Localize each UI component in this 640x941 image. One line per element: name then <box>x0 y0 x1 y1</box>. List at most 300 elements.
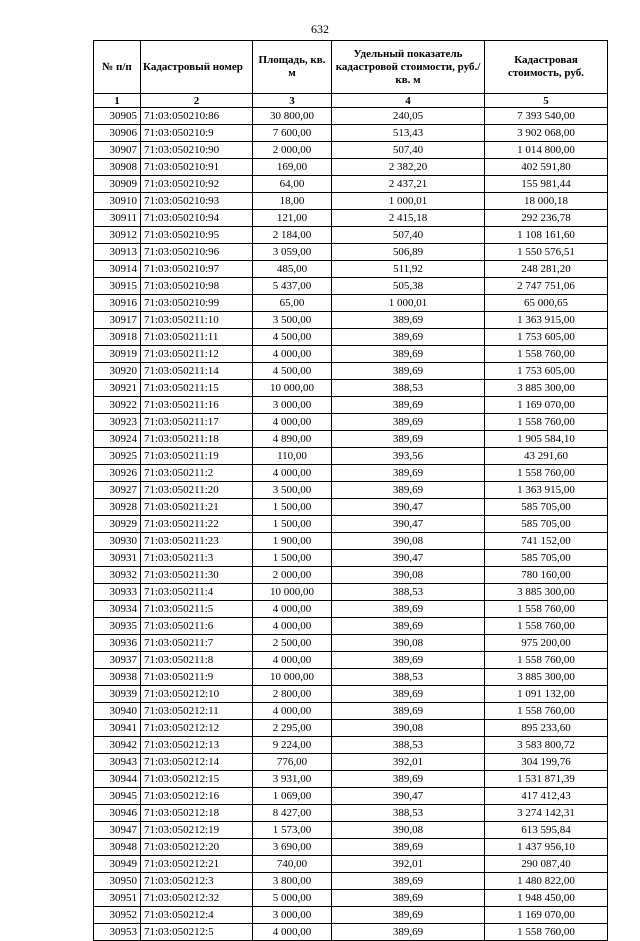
table-row <box>94 193 608 210</box>
row-number-cell: 30926 <box>94 465 141 482</box>
unit-value-cell: 389,69 <box>332 465 485 482</box>
cadastral-number-cell: 71:03:050212:10 <box>141 686 253 703</box>
cadastral-number-cell: 71:03:050210:96 <box>141 244 253 261</box>
table-row <box>94 584 608 601</box>
area-cell: 9 224,00 <box>253 737 332 754</box>
cadastral-number-cell: 71:03:050211:2 <box>141 465 253 482</box>
area-cell: 1 069,00 <box>253 788 332 805</box>
unit-value-cell: 390,08 <box>332 720 485 737</box>
row-number-cell: 30942 <box>94 737 141 754</box>
unit-value-cell: 389,69 <box>332 771 485 788</box>
row-number-cell: 30907 <box>94 142 141 159</box>
table-row <box>94 159 608 176</box>
cadastral-number-cell: 71:03:050211:3 <box>141 550 253 567</box>
row-number-cell: 30952 <box>94 907 141 924</box>
cadastral-number-cell: 71:03:050212:32 <box>141 890 253 907</box>
cadastral-number-cell: 71:03:050211:4 <box>141 584 253 601</box>
cadastral-cost-cell: 1 558 760,00 <box>485 465 608 482</box>
table-row <box>94 669 608 686</box>
area-cell: 2 500,00 <box>253 635 332 652</box>
row-number-cell: 30906 <box>94 125 141 142</box>
table-row <box>94 567 608 584</box>
cadastral-number-cell: 71:03:050211:6 <box>141 618 253 635</box>
unit-value-cell: 389,69 <box>332 890 485 907</box>
area-cell: 3 500,00 <box>253 482 332 499</box>
row-number-cell: 30944 <box>94 771 141 788</box>
table-row <box>94 312 608 329</box>
unit-value-cell: 2 382,20 <box>332 159 485 176</box>
cadastral-number-cell: 71:03:050211:19 <box>141 448 253 465</box>
table-row <box>94 414 608 431</box>
area-cell: 2 800,00 <box>253 686 332 703</box>
row-number-cell: 30913 <box>94 244 141 261</box>
cadastral-number-cell: 71:03:050211:23 <box>141 533 253 550</box>
area-cell: 1 900,00 <box>253 533 332 550</box>
area-cell: 3 690,00 <box>253 839 332 856</box>
cadastral-cost-cell: 613 595,84 <box>485 822 608 839</box>
cadastral-number-cell: 71:03:050211:17 <box>141 414 253 431</box>
header-area: Площадь, кв. м <box>253 41 332 94</box>
table-row <box>94 227 608 244</box>
area-cell: 2 000,00 <box>253 142 332 159</box>
area-cell: 5 000,00 <box>253 890 332 907</box>
cadastral-number-cell: 71:03:050211:5 <box>141 601 253 618</box>
table-row <box>94 176 608 193</box>
area-cell: 64,00 <box>253 176 332 193</box>
cadastral-number-cell: 71:03:050212:21 <box>141 856 253 873</box>
table-row <box>94 805 608 822</box>
cadastral-number-cell: 71:03:050211:8 <box>141 652 253 669</box>
unit-value-cell: 388,53 <box>332 669 485 686</box>
cadastral-number-cell: 71:03:050210:97 <box>141 261 253 278</box>
area-cell: 4 000,00 <box>253 346 332 363</box>
cadastral-cost-cell: 3 885 300,00 <box>485 584 608 601</box>
row-number-cell: 30950 <box>94 873 141 890</box>
unit-value-cell: 240,05 <box>332 108 485 125</box>
area-cell: 7 600,00 <box>253 125 332 142</box>
unit-value-cell: 1 000,01 <box>332 193 485 210</box>
table-row <box>94 601 608 618</box>
cadastral-number-cell: 71:03:050212:5 <box>141 924 253 941</box>
cadastral-cost-cell: 304 199,76 <box>485 754 608 771</box>
unit-value-cell: 389,69 <box>332 703 485 720</box>
unit-value-cell: 393,56 <box>332 448 485 465</box>
row-number-cell: 30937 <box>94 652 141 669</box>
cadastral-cost-cell: 1 169 070,00 <box>485 397 608 414</box>
cadastral-cost-cell: 1 558 760,00 <box>485 652 608 669</box>
cadastral-cost-cell: 1 558 760,00 <box>485 618 608 635</box>
unit-value-cell: 389,69 <box>332 414 485 431</box>
area-cell: 4 000,00 <box>253 703 332 720</box>
cadastral-number-cell: 71:03:050210:9 <box>141 125 253 142</box>
table-row <box>94 839 608 856</box>
row-number-cell: 30930 <box>94 533 141 550</box>
unit-value-cell: 505,38 <box>332 278 485 295</box>
table-row <box>94 873 608 890</box>
cadastral-cost-cell: 585 705,00 <box>485 499 608 516</box>
cadastral-cost-cell: 1 753 605,00 <box>485 329 608 346</box>
cadastral-cost-cell: 585 705,00 <box>485 516 608 533</box>
unit-value-cell: 392,01 <box>332 856 485 873</box>
unit-value-cell: 389,69 <box>332 363 485 380</box>
unit-value-cell: 390,47 <box>332 550 485 567</box>
area-cell: 3 059,00 <box>253 244 332 261</box>
cadastral-cost-cell: 1 558 760,00 <box>485 601 608 618</box>
unit-value-cell: 388,53 <box>332 380 485 397</box>
unit-value-cell: 389,69 <box>332 907 485 924</box>
cadastral-cost-cell: 780 160,00 <box>485 567 608 584</box>
row-number-cell: 30914 <box>94 261 141 278</box>
cadastral-cost-cell: 1 948 450,00 <box>485 890 608 907</box>
table-row <box>94 431 608 448</box>
table-row <box>94 516 608 533</box>
cadastral-number-cell: 71:03:050211:11 <box>141 329 253 346</box>
row-number-cell: 30911 <box>94 210 141 227</box>
row-number-cell: 30953 <box>94 924 141 941</box>
row-number-cell: 30915 <box>94 278 141 295</box>
cadastral-cost-cell: 1 558 760,00 <box>485 924 608 941</box>
cadastral-number-cell: 71:03:050211:20 <box>141 482 253 499</box>
table-row <box>94 125 608 142</box>
cadastral-number-cell: 71:03:050210:86 <box>141 108 253 125</box>
unit-value-cell: 389,69 <box>332 312 485 329</box>
row-number-cell: 30947 <box>94 822 141 839</box>
cadastral-cost-cell: 1 169 070,00 <box>485 907 608 924</box>
row-number-cell: 30931 <box>94 550 141 567</box>
area-cell: 4 000,00 <box>253 618 332 635</box>
cadastral-number-cell: 71:03:050210:93 <box>141 193 253 210</box>
table-row <box>94 703 608 720</box>
cadastral-cost-cell: 1 108 161,60 <box>485 227 608 244</box>
unit-value-cell: 507,40 <box>332 227 485 244</box>
area-cell: 3 500,00 <box>253 312 332 329</box>
cadastral-cost-cell: 3 583 800,72 <box>485 737 608 754</box>
cadastral-number-cell: 71:03:050212:20 <box>141 839 253 856</box>
cadastral-number-cell: 71:03:050212:3 <box>141 873 253 890</box>
cadastral-cost-cell: 975 200,00 <box>485 635 608 652</box>
column-number: 4 <box>332 94 485 108</box>
cadastral-number-cell: 71:03:050210:92 <box>141 176 253 193</box>
row-number-cell: 30941 <box>94 720 141 737</box>
table-row <box>94 533 608 550</box>
cadastral-number-cell: 71:03:050211:14 <box>141 363 253 380</box>
cadastral-number-cell: 71:03:050210:90 <box>141 142 253 159</box>
header-cadastral-cost: Кадастровая стоимость, руб. <box>485 41 608 94</box>
unit-value-cell: 389,69 <box>332 839 485 856</box>
unit-value-cell: 390,08 <box>332 822 485 839</box>
cadastral-number-cell: 71:03:050212:11 <box>141 703 253 720</box>
cadastral-cost-cell: 1 550 576,51 <box>485 244 608 261</box>
row-number-cell: 30933 <box>94 584 141 601</box>
cadastral-number-cell: 71:03:050210:91 <box>141 159 253 176</box>
area-cell: 121,00 <box>253 210 332 227</box>
cadastral-cost-cell: 248 281,20 <box>485 261 608 278</box>
unit-value-cell: 507,40 <box>332 142 485 159</box>
table-row <box>94 499 608 516</box>
cadastral-number-cell: 71:03:050211:10 <box>141 312 253 329</box>
area-cell: 4 000,00 <box>253 414 332 431</box>
row-number-cell: 30936 <box>94 635 141 652</box>
cadastral-number-cell: 71:03:050212:16 <box>141 788 253 805</box>
cadastral-number-cell: 71:03:050211:9 <box>141 669 253 686</box>
table-row <box>94 142 608 159</box>
table-row <box>94 465 608 482</box>
area-cell: 169,00 <box>253 159 332 176</box>
cadastral-number-cell: 71:03:050211:12 <box>141 346 253 363</box>
cadastral-number-cell: 71:03:050211:16 <box>141 397 253 414</box>
row-number-cell: 30940 <box>94 703 141 720</box>
row-number-cell: 30919 <box>94 346 141 363</box>
table-row <box>94 482 608 499</box>
cadastral-cost-cell: 18 000,18 <box>485 193 608 210</box>
cadastral-number-cell: 71:03:050212:4 <box>141 907 253 924</box>
row-number-cell: 30910 <box>94 193 141 210</box>
cadastral-cost-cell: 1 558 760,00 <box>485 703 608 720</box>
cadastral-cost-cell: 1 558 760,00 <box>485 346 608 363</box>
table-row <box>94 737 608 754</box>
header-row-number: № п/п <box>94 41 141 94</box>
cadastral-number-cell: 71:03:050212:18 <box>141 805 253 822</box>
area-cell: 2 295,00 <box>253 720 332 737</box>
cadastral-cost-cell: 7 393 540,00 <box>485 108 608 125</box>
area-cell: 110,00 <box>253 448 332 465</box>
table-row <box>94 295 608 312</box>
area-cell: 4 890,00 <box>253 431 332 448</box>
table-row <box>94 788 608 805</box>
row-number-cell: 30943 <box>94 754 141 771</box>
row-number-cell: 30945 <box>94 788 141 805</box>
cadastral-cost-cell: 3 274 142,31 <box>485 805 608 822</box>
row-number-cell: 30909 <box>94 176 141 193</box>
cadastral-cost-cell: 3 902 068,00 <box>485 125 608 142</box>
unit-value-cell: 389,69 <box>332 924 485 941</box>
cadastral-number-cell: 71:03:050212:12 <box>141 720 253 737</box>
area-cell: 4 000,00 <box>253 601 332 618</box>
row-number-cell: 30932 <box>94 567 141 584</box>
cadastral-number-cell: 71:03:050211:15 <box>141 380 253 397</box>
table-row <box>94 363 608 380</box>
area-cell: 4 000,00 <box>253 924 332 941</box>
row-number-cell: 30918 <box>94 329 141 346</box>
header-unit-value: Удельный показатель кадастровой стоимости, руб./кв. м <box>332 41 485 94</box>
cadastral-number-cell: 71:03:050210:95 <box>141 227 253 244</box>
cadastral-cost-cell: 1 014 800,00 <box>485 142 608 159</box>
unit-value-cell: 389,69 <box>332 873 485 890</box>
table-row <box>94 210 608 227</box>
row-number-cell: 30920 <box>94 363 141 380</box>
row-number-cell: 30905 <box>94 108 141 125</box>
cadastral-number-cell: 71:03:050211:7 <box>141 635 253 652</box>
table-row <box>94 261 608 278</box>
unit-value-cell: 513,43 <box>332 125 485 142</box>
table-row <box>94 448 608 465</box>
row-number-cell: 30925 <box>94 448 141 465</box>
cadastral-cost-cell: 417 412,43 <box>485 788 608 805</box>
area-cell: 3 000,00 <box>253 907 332 924</box>
area-cell: 10 000,00 <box>253 669 332 686</box>
unit-value-cell: 390,08 <box>332 567 485 584</box>
unit-value-cell: 2 437,21 <box>332 176 485 193</box>
row-number-cell: 30928 <box>94 499 141 516</box>
area-cell: 1 500,00 <box>253 516 332 533</box>
area-cell: 1 573,00 <box>253 822 332 839</box>
table-row <box>94 108 608 125</box>
cadastral-cost-cell: 1 363 915,00 <box>485 312 608 329</box>
area-cell: 30 800,00 <box>253 108 332 125</box>
unit-value-cell: 511,92 <box>332 261 485 278</box>
cadastral-cost-cell: 3 885 300,00 <box>485 380 608 397</box>
table-row <box>94 397 608 414</box>
unit-value-cell: 389,69 <box>332 397 485 414</box>
row-number-cell: 30924 <box>94 431 141 448</box>
unit-value-cell: 1 000,01 <box>332 295 485 312</box>
cadastral-number-cell: 71:03:050210:99 <box>141 295 253 312</box>
area-cell: 3 000,00 <box>253 397 332 414</box>
row-number-cell: 30934 <box>94 601 141 618</box>
table-row <box>94 924 608 941</box>
row-number-cell: 30939 <box>94 686 141 703</box>
column-number: 5 <box>485 94 608 108</box>
unit-value-cell: 389,69 <box>332 482 485 499</box>
area-cell: 10 000,00 <box>253 584 332 601</box>
cadastral-cost-cell: 895 233,60 <box>485 720 608 737</box>
unit-value-cell: 389,69 <box>332 346 485 363</box>
table-row <box>94 686 608 703</box>
cadastral-number-cell: 71:03:050211:30 <box>141 567 253 584</box>
unit-value-cell: 388,53 <box>332 805 485 822</box>
header-row <box>94 41 608 94</box>
page-number: 632 <box>311 22 329 36</box>
table-row <box>94 244 608 261</box>
area-cell: 4 000,00 <box>253 465 332 482</box>
table-row <box>94 550 608 567</box>
area-cell: 776,00 <box>253 754 332 771</box>
unit-value-cell: 390,08 <box>332 533 485 550</box>
table-row <box>94 890 608 907</box>
unit-value-cell: 392,01 <box>332 754 485 771</box>
row-number-cell: 30946 <box>94 805 141 822</box>
area-cell: 8 427,00 <box>253 805 332 822</box>
cadastral-cost-cell: 1 753 605,00 <box>485 363 608 380</box>
column-number: 2 <box>141 94 253 108</box>
area-cell: 740,00 <box>253 856 332 873</box>
unit-value-cell: 389,69 <box>332 431 485 448</box>
cadastral-cost-cell: 43 291,60 <box>485 448 608 465</box>
table-row <box>94 635 608 652</box>
table-row <box>94 618 608 635</box>
area-cell: 2 000,00 <box>253 567 332 584</box>
unit-value-cell: 389,69 <box>332 652 485 669</box>
cadastral-cost-cell: 1 363 915,00 <box>485 482 608 499</box>
row-number-cell: 30935 <box>94 618 141 635</box>
table-row <box>94 346 608 363</box>
cadastral-cost-cell: 1 558 760,00 <box>485 414 608 431</box>
area-cell: 1 500,00 <box>253 550 332 567</box>
unit-value-cell: 389,69 <box>332 329 485 346</box>
cadastral-cost-cell: 65 000,65 <box>485 295 608 312</box>
table-body <box>94 108 608 941</box>
cadastral-cost-cell: 1 905 584,10 <box>485 431 608 448</box>
row-number-cell: 30948 <box>94 839 141 856</box>
row-number-cell: 30922 <box>94 397 141 414</box>
cadastral-cost-cell: 1 531 871,39 <box>485 771 608 788</box>
cadastral-number-cell: 71:03:050211:22 <box>141 516 253 533</box>
area-cell: 3 931,00 <box>253 771 332 788</box>
table-row <box>94 856 608 873</box>
unit-value-cell: 388,53 <box>332 584 485 601</box>
unit-value-cell: 390,08 <box>332 635 485 652</box>
area-cell: 4 500,00 <box>253 363 332 380</box>
cadastral-cost-cell: 155 981,44 <box>485 176 608 193</box>
row-number-cell: 30916 <box>94 295 141 312</box>
column-number: 3 <box>253 94 332 108</box>
table-row <box>94 652 608 669</box>
unit-value-cell: 506,89 <box>332 244 485 261</box>
row-number-cell: 30921 <box>94 380 141 397</box>
cadastral-number-cell: 71:03:050211:21 <box>141 499 253 516</box>
area-cell: 1 500,00 <box>253 499 332 516</box>
unit-value-cell: 388,53 <box>332 737 485 754</box>
area-cell: 2 184,00 <box>253 227 332 244</box>
area-cell: 4 000,00 <box>253 652 332 669</box>
table-row <box>94 380 608 397</box>
cadastral-cost-cell: 402 591,80 <box>485 159 608 176</box>
unit-value-cell: 390,47 <box>332 499 485 516</box>
cadastral-cost-cell: 1 091 132,00 <box>485 686 608 703</box>
cadastral-cost-cell: 1 437 956,10 <box>485 839 608 856</box>
table-row <box>94 278 608 295</box>
row-number-cell: 30923 <box>94 414 141 431</box>
row-number-cell: 30949 <box>94 856 141 873</box>
cadastral-cost-cell: 741 152,00 <box>485 533 608 550</box>
cadastral-number-cell: 71:03:050212:15 <box>141 771 253 788</box>
cadastral-cost-cell: 585 705,00 <box>485 550 608 567</box>
unit-value-cell: 390,47 <box>332 516 485 533</box>
cadastral-table <box>93 40 608 941</box>
cadastral-cost-cell: 1 480 822,00 <box>485 873 608 890</box>
area-cell: 4 500,00 <box>253 329 332 346</box>
row-number-cell: 30912 <box>94 227 141 244</box>
area-cell: 3 800,00 <box>253 873 332 890</box>
row-number-cell: 30951 <box>94 890 141 907</box>
row-number-cell: 30908 <box>94 159 141 176</box>
cadastral-cost-cell: 292 236,78 <box>485 210 608 227</box>
column-number: 1 <box>94 94 141 108</box>
area-cell: 18,00 <box>253 193 332 210</box>
cadastral-number-cell: 71:03:050212:19 <box>141 822 253 839</box>
unit-value-cell: 390,47 <box>332 788 485 805</box>
row-number-cell: 30929 <box>94 516 141 533</box>
row-number-cell: 30927 <box>94 482 141 499</box>
area-cell: 5 437,00 <box>253 278 332 295</box>
header-cadastral-number: Кадастровый номер <box>141 41 253 94</box>
table-row <box>94 907 608 924</box>
area-cell: 10 000,00 <box>253 380 332 397</box>
row-number-cell: 30917 <box>94 312 141 329</box>
cadastral-number-cell: 71:03:050210:98 <box>141 278 253 295</box>
unit-value-cell: 2 415,18 <box>332 210 485 227</box>
table-row <box>94 754 608 771</box>
unit-value-cell: 389,69 <box>332 618 485 635</box>
area-cell: 485,00 <box>253 261 332 278</box>
cadastral-cost-cell: 290 087,40 <box>485 856 608 873</box>
table-row <box>94 822 608 839</box>
cadastral-number-cell: 71:03:050210:94 <box>141 210 253 227</box>
table-row <box>94 771 608 788</box>
column-number-row <box>94 94 608 108</box>
row-number-cell: 30938 <box>94 669 141 686</box>
area-cell: 65,00 <box>253 295 332 312</box>
